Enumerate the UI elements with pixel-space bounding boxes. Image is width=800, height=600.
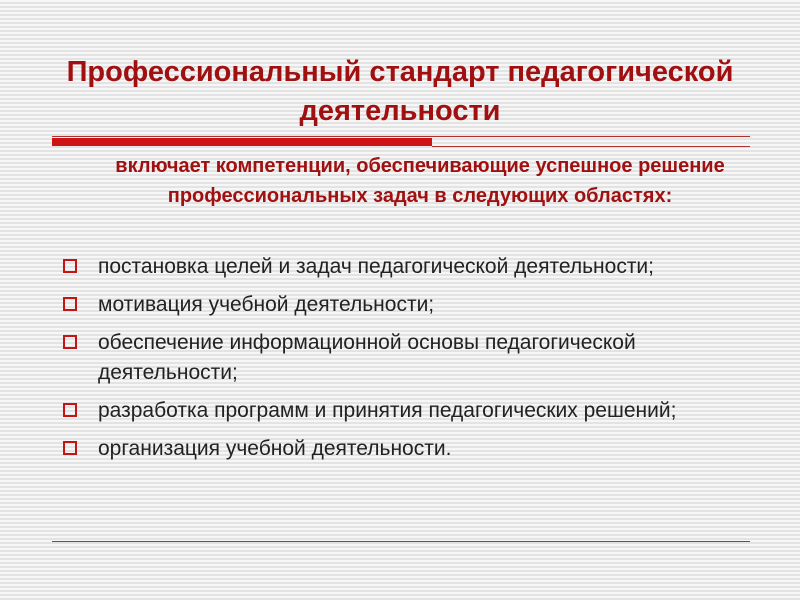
slide-title: Профессиональный стандарт педагогической деятельности (66, 56, 734, 127)
list-item-text: обеспечение информационной основы педагогической деятельности; (98, 331, 636, 384)
list-item (60, 290, 750, 320)
competency-list (60, 252, 750, 472)
title-divider-thin (52, 136, 750, 137)
bottom-divider (52, 541, 750, 542)
square-bullet-icon (63, 259, 77, 273)
list-item-text: мотивация учебной деятельности; (98, 293, 435, 316)
title-divider-thin-lower (432, 146, 750, 147)
square-bullet-icon (63, 297, 77, 311)
list-item (60, 434, 750, 464)
list-item-text: постановка целей и задач педагогической деятельности; (98, 255, 654, 278)
list-item-text: разработка программ и принятия педагогических решений; (98, 399, 677, 422)
list-item (60, 396, 750, 426)
list-item-text: организация учебной деятельности. (98, 437, 452, 460)
intro-text: включает компетенции, обеспечивающие успешное решение профессиональных задач в следующих областях: (115, 155, 725, 207)
square-bullet-icon (63, 403, 77, 417)
square-bullet-icon (63, 441, 77, 455)
square-bullet-icon (63, 335, 77, 349)
list-item (60, 328, 750, 388)
list-item (60, 252, 750, 282)
title-divider-thick (52, 138, 432, 146)
